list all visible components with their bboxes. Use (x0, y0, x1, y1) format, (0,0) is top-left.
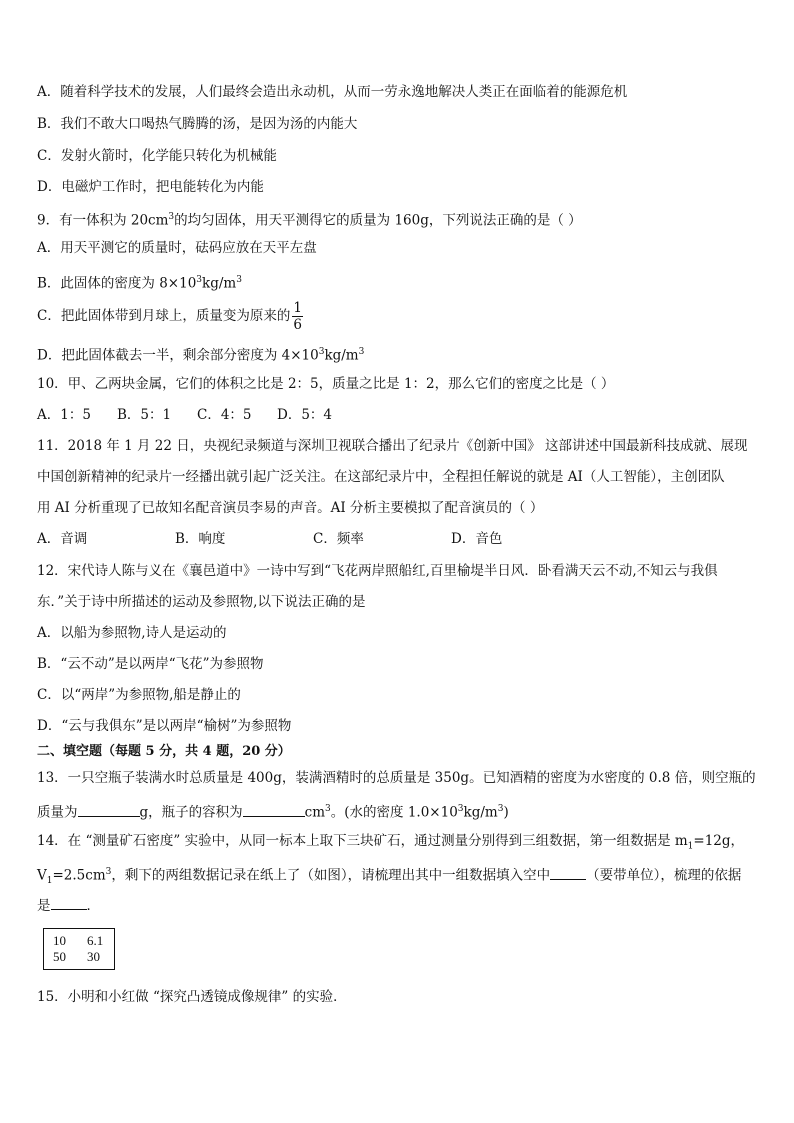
q12-option-c: C．以“两岸”为参照物,船是静止的 (37, 687, 241, 703)
q13-line-2: 质量为 g，瓶子的容积为 $cm^3$。(水的密度 $1.0\times 10^3kg/m^3$) (37, 800, 509, 822)
q8-option-a: A．随着科学技术的发展，人们最终会造出永动机，从而一劳永逸地解决人类正在面临着的能源危机 (37, 84, 628, 100)
q10-option-a: A．1：5 (37, 407, 91, 423)
q14-data-table (43, 928, 115, 970)
q14-line-3: 是 ． (37, 895, 100, 915)
q9-option-b: B．此固体的密度为 $8\times 10^3kg/m^3$ (37, 275, 242, 292)
q10-option-d: D．5：4 (277, 407, 333, 423)
q10-options (37, 406, 332, 424)
q9-option-a: A．用天平测它的质量时，砝码应放在天平左盘 (37, 240, 317, 256)
q14-blank-data[interactable] (550, 865, 586, 880)
q13-blank-mass[interactable] (78, 802, 140, 817)
q12-line-1: 12．宋代诗人陈与义在《襄邑道中》一诗中写到“飞花两岸照船红,百里榆堤半日风．卧看满天云不动,不知云与我俱 (37, 563, 718, 579)
q11-option-a: A．音调 (37, 531, 88, 547)
q11-line-3: 用 AI 分析重现了已故知名配音演员李易的声音。AI 分析主要模拟了配音演员的（ ） (37, 500, 544, 516)
q12-option-b: B．“云不动”是以两岸“飞花”为参照物 (37, 656, 264, 672)
q9-stem: 9．有一体积为 $20cm^3$的均匀固体，用天平测得它的质量为 160g，下列说法正确的是（ ） (37, 212, 582, 229)
table-row: 50 30 (53, 949, 100, 964)
q13-blank-volume[interactable] (243, 802, 305, 817)
q10-option-c: C．4：5 (197, 407, 252, 423)
q9-option-c: C．把此固体带到月球上，质量变为原来的 $\frac{1}{6}$ (37, 300, 302, 333)
q11-options (37, 530, 502, 548)
q14-blank-basis[interactable] (51, 895, 87, 910)
q11-line-2: 中国创新精神的纪录片一经播出就引起广泛关注。在这部纪录片中，全程担任解说的就是 AI（人工智能），主创团队 (37, 469, 725, 485)
q14-line-1: 14．在 “测量矿石密度” 实验中，从同一标本上取下三块矿石，通过测量分别得到三组数据，第一组数据是 $m_1=12g$， (37, 833, 745, 852)
q14-line-2: $V_1=2.5cm^3$，剩下的两组数据记录在纸上了（如图），请梳理出其中一组数据填入空中 （要带单位），梳理的依据 (37, 863, 741, 890)
q8-option-d: D．电磁炉工作时，把电能转化为内能 (37, 179, 264, 195)
q12-option-a: A．以船为参照物,诗人是运动的 (37, 625, 227, 641)
q13-line-1: 13．一只空瓶子装满水时总质量是 400g，装满酒精时的总质量是 350g。已知酒精的密度为水密度的 0.8 倍，则空瓶的 (37, 770, 756, 786)
q10-stem: 10．甲、乙两块金属，它们的体积之比是 2：5，质量之比是 1：2，那么它们的密度之比是（ ） (37, 376, 615, 392)
q8-option-b: B．我们不敢大口喝热气腾腾的汤，是因为汤的内能大 (37, 116, 358, 132)
fraction-one-sixth: $\frac{1}{6}$ (293, 300, 302, 333)
q11-line-1: 11．2018 年 1 月 22 日，央视纪录频道与深圳卫视联合播出了纪录片《创新中国》 这部讲述中国最新科技成就、展现 (37, 438, 748, 454)
q11-option-c: C．频率 (313, 531, 364, 547)
q11-option-b: B．响度 (175, 531, 226, 547)
section-title-fill-in: 二、填空题（每题 5 分，共 4 题，20 分） (37, 744, 291, 759)
q12-option-d: D．“云与我俱东”是以两岸“榆树”为参照物 (37, 718, 292, 734)
q11-option-d: D．音色 (451, 531, 503, 547)
q8-option-c: C．发射火箭时，化学能只转化为机械能 (37, 148, 277, 164)
q15-line-1: 15．小明和小红做 “探究凸透镜成像规律” 的实验． (37, 989, 347, 1005)
q12-line-2: 东．”关于诗中所描述的运动及参照物,以下说法正确的是 (37, 594, 366, 610)
q9-option-d: D．把此固体截去一半，剩余部分密度为 $4\times 10^3kg/m^3$ (37, 347, 365, 364)
q10-option-b: B．5：1 (117, 407, 172, 423)
table-row: 10 6.1 (53, 933, 104, 948)
